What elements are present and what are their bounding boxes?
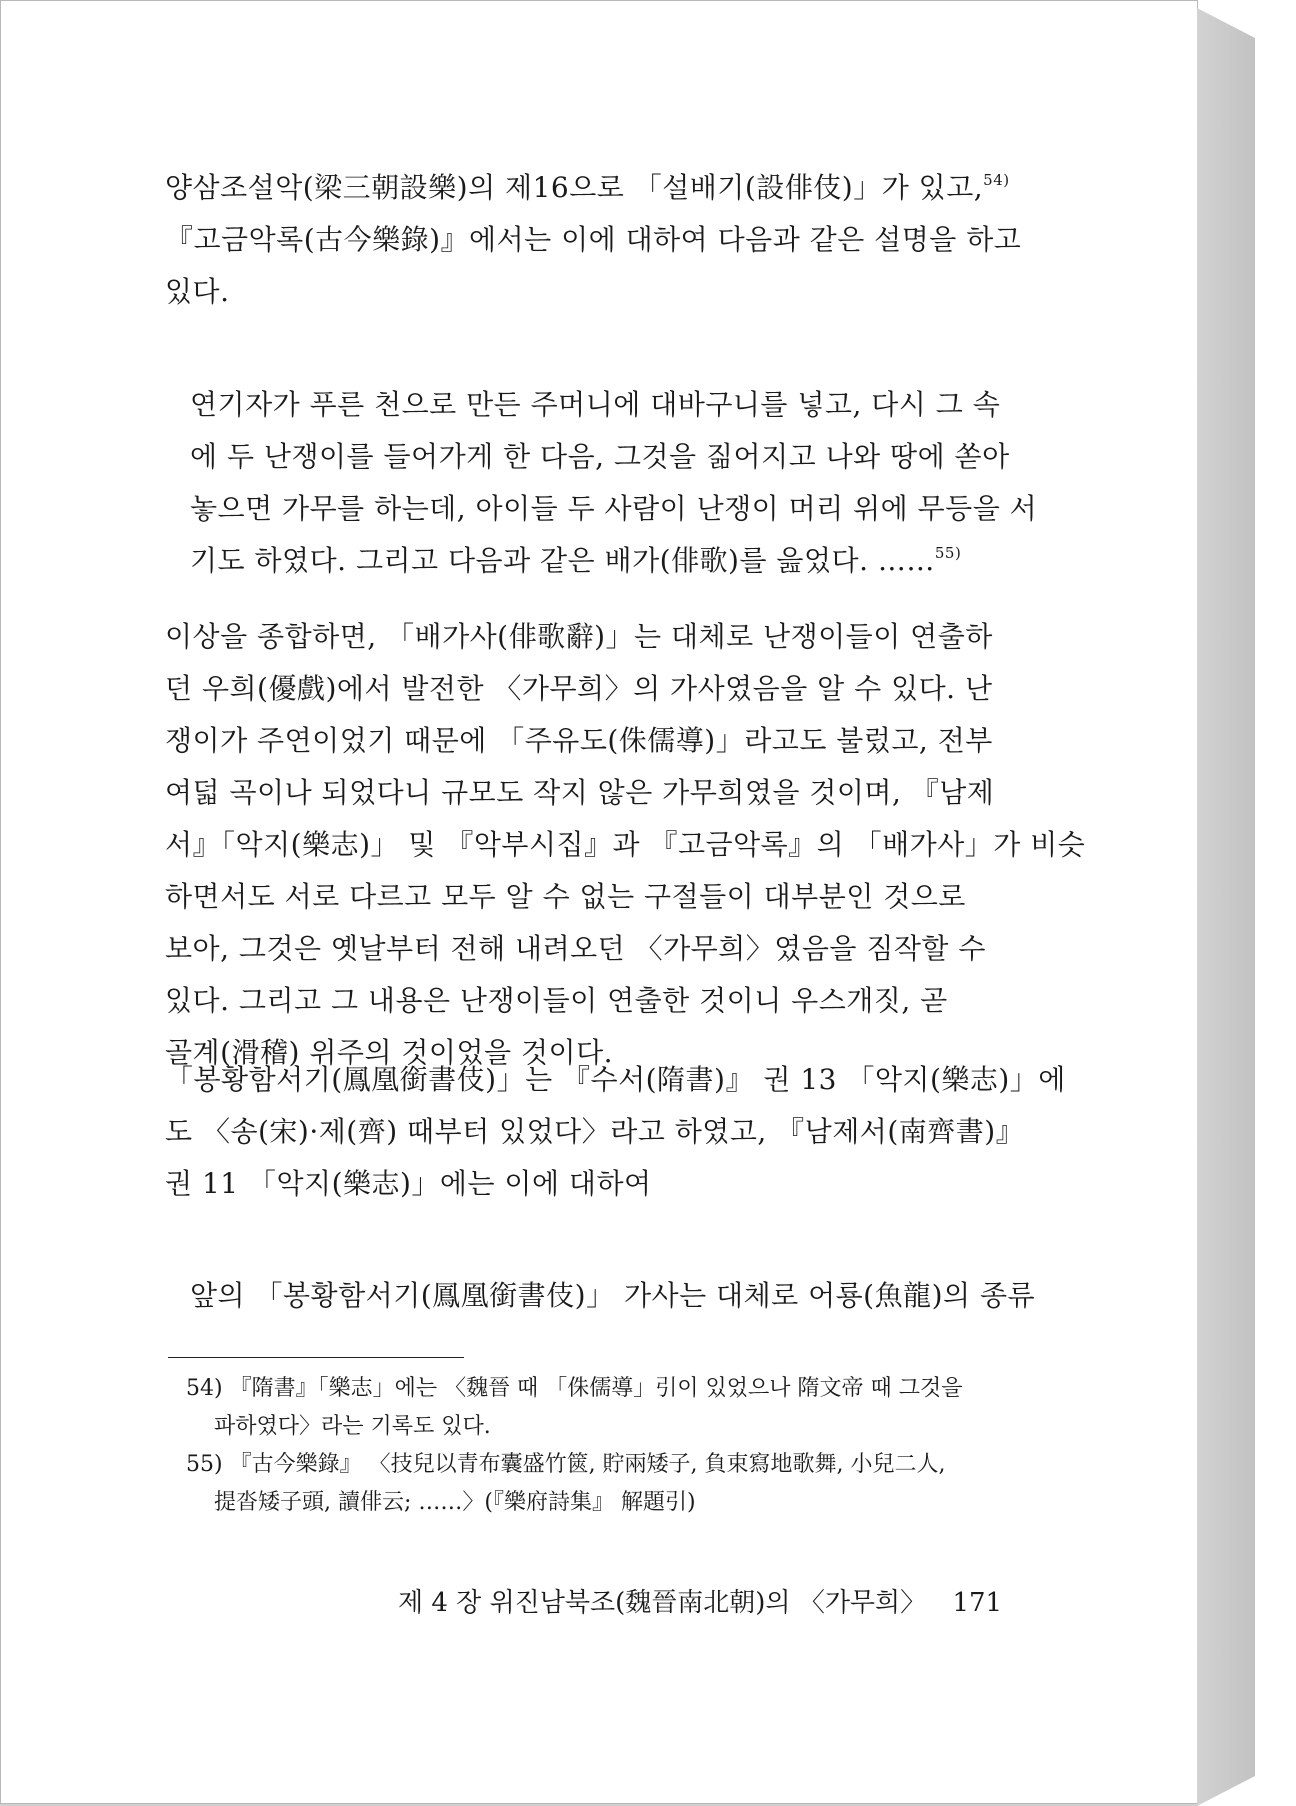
text-line: 서』「악지(樂志)」 및 『악부시집』과 『고금악록』의 「배가사」가 비슷: [165, 828, 1086, 861]
second-paragraph: [165, 1054, 1066, 1210]
text-line: 쟁이가 주연이었기 때문에 「주유도(侏儒導)」라고도 불렀고, 전부: [165, 724, 993, 757]
text-line: 하면서도 서로 다르고 모두 알 수 없는 구절들이 대부분인 것으로: [165, 880, 966, 913]
page-edge: [1197, 8, 1255, 1806]
text-line: 있다. 그리고 그 내용은 난쟁이들이 연출한 것이니 우스개짓, 곧: [165, 984, 948, 1017]
footnote-line: 提沓矮子頭, 讀俳云; ……〉(『樂府詩集』 解題引): [214, 1490, 696, 1515]
footnote-55: [186, 1446, 1046, 1522]
text-line: 던 우희(優戲)에서 발전한 〈가무희〉의 가사였음을 알 수 있다. 난: [165, 672, 993, 705]
page-number: 171: [952, 1588, 1003, 1618]
main-paragraph: [165, 611, 1086, 1079]
text-line: 앞의 「봉황함서기(鳳凰銜書伎)」 가사는 대체로 어룡(魚龍)의 종류: [190, 1279, 1036, 1312]
text-line: 연기자가 푸른 천으로 만든 주머니에 대바구니를 넣고, 다시 그 속: [190, 388, 1001, 421]
text-line: 『고금악록(古今樂錄)』에서는 이에 대하여 다음과 같은 설명을 하고: [165, 223, 1022, 256]
footnote-divider: [168, 1357, 464, 1358]
text-line: 놓으면 가무를 하는데, 아이들 두 사람이 난쟁이 머리 위에 무등을 서: [190, 492, 1038, 525]
text-line: 골계(滑稽) 위주의 것이었을 것이다.: [165, 1036, 614, 1069]
footnote-ref-54[interactable]: 54): [983, 171, 1010, 189]
footnote-line: 54) 『隋書』「樂志」에는 〈魏晉 때 「侏儒導」引이 있었으나 隋文帝 때 그것을: [186, 1376, 963, 1401]
block-quote: [190, 379, 1038, 587]
block-quote-2: [190, 1270, 1036, 1322]
footnote-line: 파하였다〉라는 기록도 있다.: [214, 1414, 491, 1439]
intro-paragraph: [165, 162, 1025, 318]
footnote-54: [186, 1370, 1046, 1446]
text-line: 도 〈송(宋)·제(齊) 때부터 있었다〉라고 하였고, 『남제서(南齊書)』: [165, 1115, 1025, 1148]
text-line: 기도 하였다. 그리고 다음과 같은 배가(俳歌)를 읊었다. ……$^{55)}$: [190, 544, 962, 577]
running-footer: [398, 1582, 1003, 1619]
chapter-title: 제 4 장 위진남북조(魏晉南北朝)의 〈가무희〉: [398, 1588, 927, 1618]
footnotes: [186, 1370, 1046, 1522]
text-line: 여덟 곡이나 되었다니 규모도 작지 않은 가무희였을 것이며, 『남제: [165, 776, 995, 809]
footnote-ref-55[interactable]: 55): [934, 544, 962, 562]
text-line: 에 두 난쟁이를 들어가게 한 다음, 그것을 짊어지고 나와 땅에 쏟아: [190, 440, 1010, 473]
text-line: 이상을 종합하면, 「배가사(俳歌辭)」는 대체로 난쟁이들이 연출하: [165, 620, 993, 653]
text-line: 권 11 「악지(樂志)」에는 이에 대하여: [165, 1167, 652, 1200]
text-line: 보아, 그것은 옛날부터 전해 내려오던 〈가무희〉였음을 짐작할 수: [165, 932, 986, 965]
text-line: 「봉황함서기(鳳凰銜書伎)」는 『수서(隋書)』 권 13 「악지(樂志)」에: [165, 1063, 1066, 1096]
footnote-line: 55) 『古今樂錄』 〈技兒以青布囊盛竹篋, 貯兩矮子, 負束寫地歌舞, 小兒二人,: [186, 1452, 946, 1477]
text-line: 있다.: [165, 275, 230, 308]
text-line: 양삼조설악(梁三朝設樂)의 제16으로 「설배기(設俳伎)」가 있고,$^{54)}$: [165, 171, 1010, 204]
